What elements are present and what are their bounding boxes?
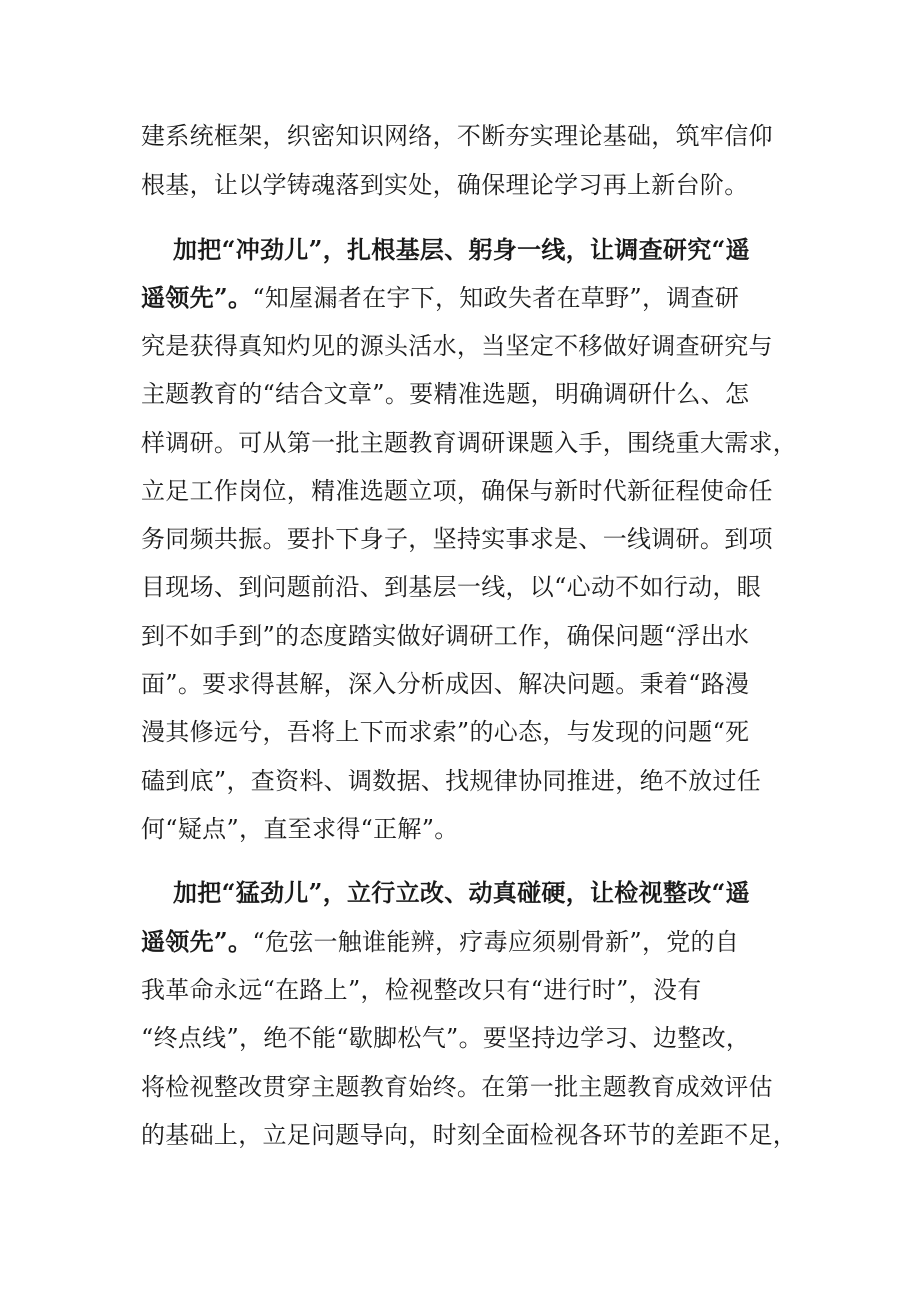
paragraph3-heading: 加把“猛劲儿”，立行立改、动真碰硬，让检视整改“遥	[173, 878, 750, 907]
paragraph2-line-12: 磕到底”，查资料、调数据、找规律协同推进，绝不放过任	[141, 767, 762, 795]
paragraph2-line-10: 面”。要求得甚解，深入分析成因、解决问题。秉着“路漫	[141, 670, 750, 698]
paragraph1-line-2: 根基，让以学铸魂落到实处，确保理论学习再上新台阶。	[141, 171, 749, 199]
paragraph2-line-5: 样调研。可从第一批主题教育调研课题入手，围绕重大需求，	[141, 429, 798, 457]
paragraph3-line-3: 我革命永远“在路上”，检视整改只有“进行时”，没有	[141, 976, 702, 1004]
paragraph3-line-2	[141, 926, 791, 958]
paragraph2-line-4: 主题教育的“结合文章”。要精准选题，明确调研什么、怎	[141, 380, 750, 408]
paragraph3-heading-rest: “危弦一触谁能辨，疗毒应须剔骨新”，党的自	[252, 928, 740, 956]
paragraph2-line-13: 何“疑点”，直至求得“正解”。	[141, 815, 459, 843]
paragraph2-heading-tail: 遥领先”。	[141, 283, 253, 312]
paragraph2-line-2	[141, 282, 791, 314]
paragraph2-heading-rest: “知屋漏者在宇下，知政失者在草野”，调查研	[252, 284, 740, 312]
paragraph2-line-3: 究是获得真知灼见的源头活水，当坚定不移做好调查研究与	[141, 332, 773, 360]
paragraph3-line-5: 将检视整改贯穿主题教育始终。在第一批主题教育成效评估	[141, 1073, 773, 1101]
paragraph1-line-1: 建系统框架，织密知识网络，不断夯实理论基础，筑牢信仰	[141, 122, 773, 150]
paragraph3-line-4: “终点线”，绝不能“歇脚松气”。要坚持边学习、边整改，	[141, 1024, 751, 1052]
paragraph2-heading: 加把“冲劲儿”，扎根基层、躬身一线，让调查研究“遥	[173, 235, 750, 264]
paragraph2-line-9: 到不如手到”的态度踏实做好调研工作，确保问题“浮出水	[141, 622, 750, 650]
paragraph3-line-6: 的基础上，立足问题导向，时刻全面检视各环节的差距不足，	[141, 1121, 798, 1149]
paragraph2-line-11: 漫其修远兮，吾将上下而求索”的心态，与发现的问题“死	[141, 718, 750, 746]
paragraph2-line-7: 务同频共振。要扑下身子，坚持实事求是、一线调研。到项	[141, 525, 773, 553]
paragraph2-line-6: 立足工作岗位，精准选题立项，确保与新时代新征程使命任	[141, 477, 773, 505]
paragraph2-line-8: 目现场、到问题前沿、到基层一线，以“心动不如行动，眼	[141, 573, 762, 601]
paragraph3-heading-tail: 遥领先”。	[141, 927, 253, 956]
